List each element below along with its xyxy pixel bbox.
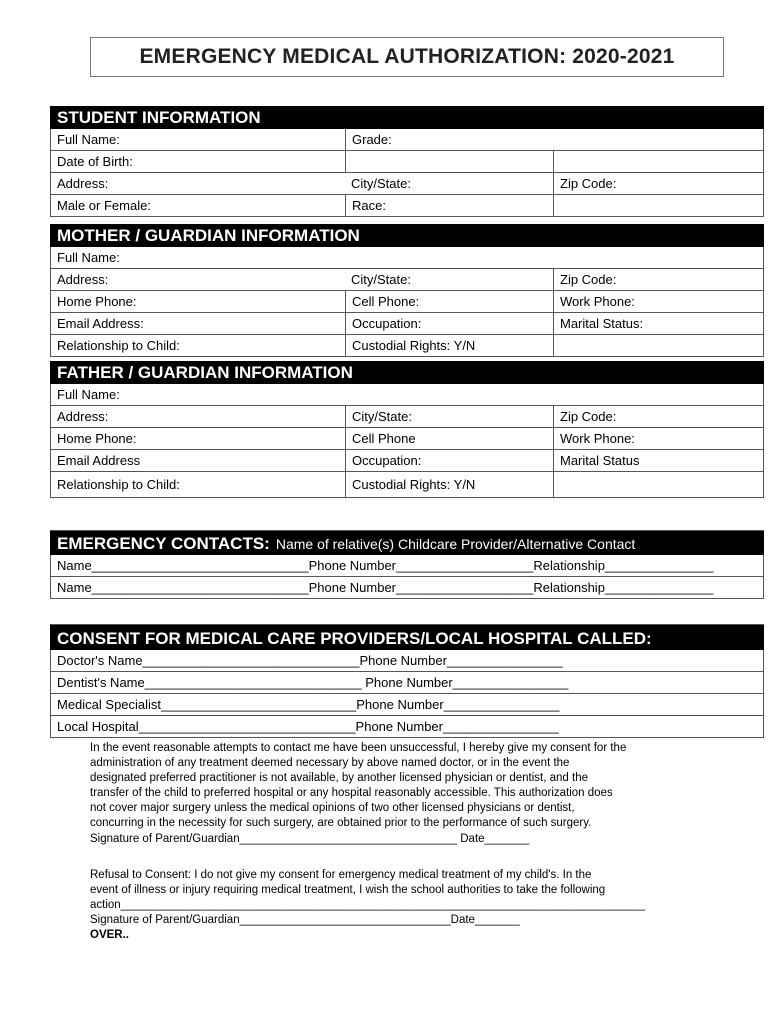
father-marital-status-field[interactable]: Marital Status [553,450,763,471]
refusal-line: event of illness or injury requiring medical treatment, I wish the school authorities to take the following [90,884,606,896]
emergency-header [50,531,764,555]
refusal-paragraph [90,868,690,943]
consent-line: transfer of the child to preferred hospital or any hospital reasonably accessible. This authorization does [90,787,613,799]
table-row [50,672,764,694]
table-row [50,313,764,335]
emergency-contact-2-field[interactable]: Name______________________________Phone Number___________________Relationship_______________ [57,580,714,595]
father-relationship-field[interactable]: Relationship to Child: [57,477,180,492]
refusal-signature-field[interactable]: Signature of Parent/Guardian_________________________________Date_______ [90,914,520,926]
father-address-field[interactable]: Address: [57,409,109,424]
mother-email-field[interactable]: Email Address: [57,316,144,331]
consent-line: administration of any treatment deemed necessary by above named doctor, or in the event the [90,757,570,769]
table-row [50,428,764,450]
father-header: FATHER / GUARDIAN INFORMATION [50,361,764,384]
student-full-name-field[interactable]: Full Name: [57,132,120,147]
table-row [50,247,764,269]
table-row [50,269,764,291]
table-row [50,716,764,738]
mother-address-field[interactable]: Address: [57,272,109,287]
mother-full-name-field[interactable]: Full Name: [57,250,120,265]
table-row [50,335,764,357]
table-row [50,555,764,577]
father-zip-field[interactable]: Zip Code: [553,406,763,427]
empty-cell [553,195,763,216]
mother-custodial-rights-field[interactable]: Custodial Rights: Y/N [345,335,553,356]
father-cell-phone-field[interactable]: Cell Phone [345,428,553,449]
father-occupation-field[interactable]: Occupation: [345,450,553,471]
mother-home-phone-field[interactable]: Home Phone: [57,294,137,309]
student-grade-field[interactable]: Grade: [345,129,553,150]
consent-line: concurring in the necessity for such surgery, are obtained prior to the performance of such surgery. [90,817,592,829]
father-section [50,361,764,498]
doctor-name-field[interactable]: Doctor's Name______________________________Phone Number________________ [57,653,563,668]
consent-signature-field[interactable]: Signature of Parent/Guardian__________________________________ Date_______ [90,833,530,845]
title-box [90,37,724,77]
mother-section [50,224,764,357]
table-row [50,694,764,716]
table-row [50,472,764,498]
student-section [50,106,764,217]
table-row [50,450,764,472]
consent-paragraph [90,741,690,847]
table-row [50,129,764,151]
empty-cell [345,151,553,172]
empty-cell [553,335,763,356]
student-race-field[interactable]: Race: [345,195,553,216]
mother-work-phone-field[interactable]: Work Phone: [553,291,763,312]
student-address-field[interactable]: Address: [57,176,109,191]
mother-cell-phone-field[interactable]: Cell Phone: [345,291,553,312]
dentist-name-field[interactable]: Dentist's Name______________________________ Phone Number________________ [57,675,569,690]
father-city-state-field[interactable]: City/State: [345,406,553,427]
consent-line: designated preferred practitioner is not available, by another licensed physician or dentist, and the [90,772,588,784]
student-dob-field[interactable]: Date of Birth: [57,154,133,169]
table-row [50,195,764,217]
student-header: STUDENT INFORMATION [50,106,764,129]
emergency-contact-1-field[interactable]: Name______________________________Phone Number___________________Relationship_______________ [57,558,714,573]
table-row [50,650,764,672]
emergency-header-subtitle: Name of relative(s) Childcare Provider/Alternative Contact [275,536,636,552]
mother-city-state-field[interactable]: City/State: [351,272,411,287]
consent-line: In the event reasonable attempts to contact me have been unsuccessful, I hereby give my consent for the [90,742,627,754]
table-row [50,577,764,599]
local-hospital-field[interactable]: Local Hospital______________________________Phone Number________________ [57,719,559,734]
refusal-action-field[interactable]: action__________________________________________________________________________________ [90,899,646,911]
page-title: EMERGENCY MEDICAL AUTHORIZATION: 2020-2021 [139,45,675,68]
over-label: OVER.. [90,929,129,941]
emergency-section [50,530,764,599]
mother-header: MOTHER / GUARDIAN INFORMATION [50,224,764,247]
table-row [50,173,764,195]
mother-occupation-field[interactable]: Occupation: [345,313,553,334]
table-row [50,384,764,406]
emergency-header-title: EMERGENCY CONTACTS: [57,534,270,553]
refusal-line: Refusal to Consent: I do not give my consent for emergency medical treatment of my child's. In the [90,869,592,881]
student-city-state-field[interactable]: City/State: [351,176,411,191]
consent-section [50,624,764,738]
father-home-phone-field[interactable]: Home Phone: [57,431,137,446]
mother-relationship-field[interactable]: Relationship to Child: [57,338,180,353]
empty-cell [553,472,763,497]
table-row [50,291,764,313]
empty-cell [553,151,763,172]
father-email-field[interactable]: Email Address [57,453,141,468]
father-work-phone-field[interactable]: Work Phone: [553,428,763,449]
consent-header: CONSENT FOR MEDICAL CARE PROVIDERS/LOCAL HOSPITAL CALLED: [50,625,764,650]
medical-specialist-field[interactable]: Medical Specialist___________________________Phone Number________________ [57,697,560,712]
mother-zip-field[interactable]: Zip Code: [553,269,763,290]
table-row [50,151,764,173]
father-full-name-field[interactable]: Full Name: [57,387,120,402]
student-zip-field[interactable]: Zip Code: [553,173,763,194]
student-gender-field[interactable]: Male or Female: [57,198,151,213]
table-row [50,406,764,428]
consent-line: not cover major surgery unless the medical opinions of two other licensed physicians or dentist, [90,802,575,814]
father-custodial-rights-field[interactable]: Custodial Rights: Y/N [345,472,553,497]
mother-marital-status-field[interactable]: Marital Status: [553,313,763,334]
empty-cell [553,129,763,150]
